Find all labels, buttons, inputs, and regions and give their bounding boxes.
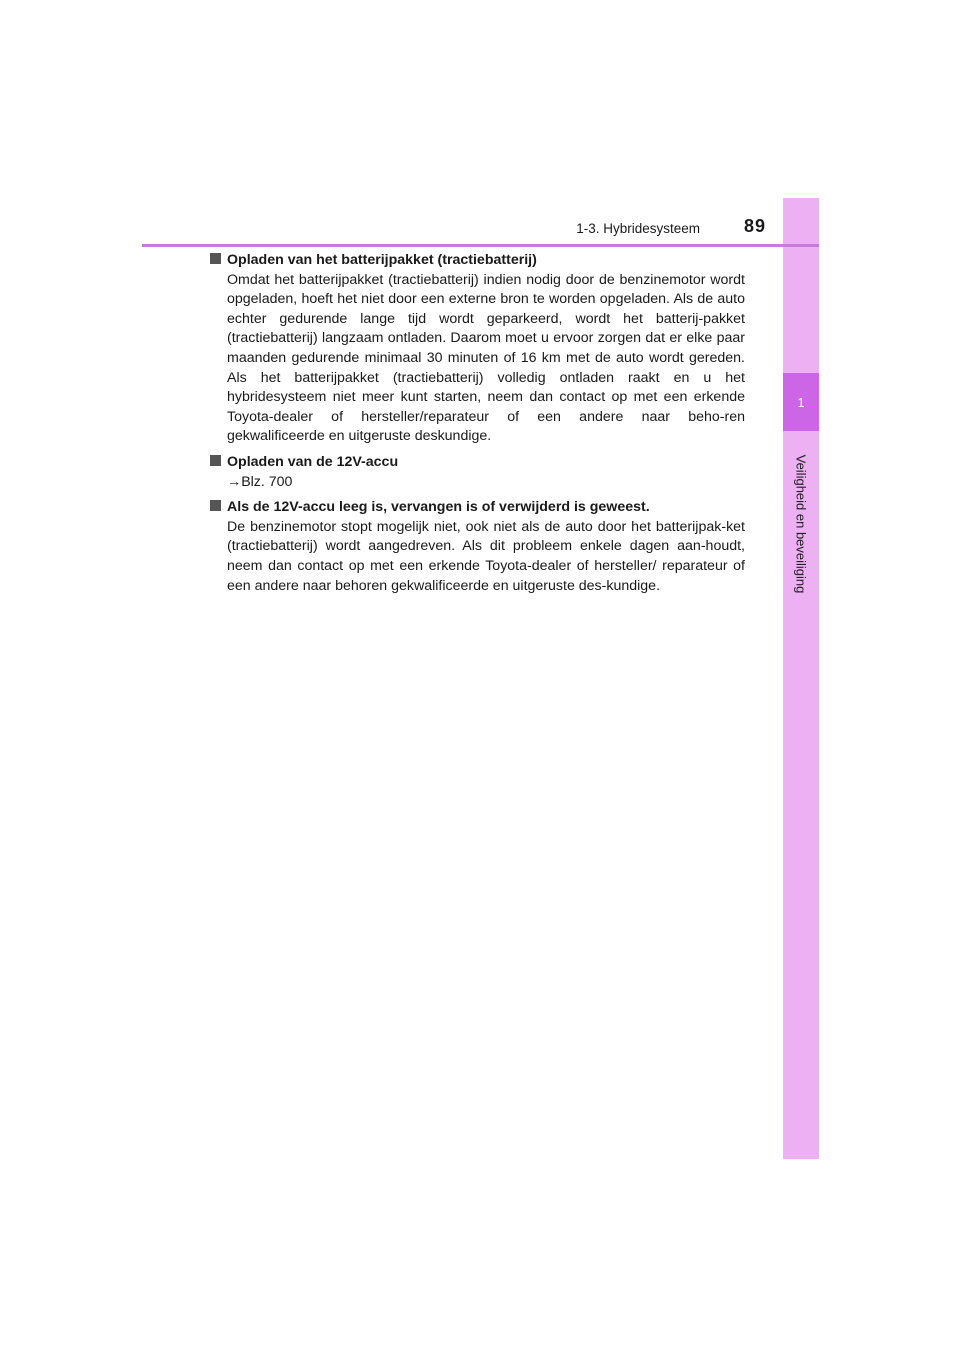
item-battery-pack xyxy=(210,251,745,447)
item-12v-empty xyxy=(210,498,745,596)
page-reference-link[interactable]: →Blz. 700 xyxy=(227,473,293,490)
header-rule xyxy=(142,244,819,247)
item-heading: Als de 12V-accu leeg is, vervangen is of verwijderd is geweest. xyxy=(227,499,650,516)
chapter-side-tab xyxy=(783,198,819,1159)
page-number: 89 xyxy=(743,216,766,236)
chapter-title: Veiligheid en beveiliging xyxy=(793,454,809,594)
section-title: 1-3. Hybridesysteem xyxy=(576,221,700,236)
square-bullet-icon xyxy=(210,253,221,264)
item-body: Omdat het batterijpakket (tractiebatterij) indien nodig door de benzinemotor wordt opgeladen, hoeft het niet door een externe bron te worden opgeladen. Als de auto echter gedurende lange tijd wordt geparkeerd, wordt het batterij-pakket (tractiebatterij) langzaam ontladen. Daarom moet u ervoor zorgen dat er elke paar maanden gedurende minimaal 30 minuten of 16 km met de auto wordt gereden. Als het batterijpakket (tractiebatterij) volledig ontladen raakt en u het hybridesysteem niet meer kunt starten, neem dan contact op met een erkende Toyota-dealer of hersteller/reparateur of een andere naar beho-ren gekwalificeerde en uitgeruste deskundige. xyxy=(227,271,745,445)
item-12v-charging xyxy=(210,453,745,492)
square-bullet-icon xyxy=(210,455,221,466)
item-heading: Opladen van het batterijpakket (tractiebatterij) xyxy=(227,252,537,268)
item-body: De benzinemotor stopt mogelijk niet, ook niet als de auto door het batterijpak-ket (tractiebatterij) wordt aangedreven. Als dit probleem enkele dagen aan-houdt, neem dan contact op met een erkende Toyota-dealer of hersteller/ reparateur of een andere naar behoren gekwalificeerde en uitgeruste des-kundige. xyxy=(227,518,745,594)
item-heading: Opladen van de 12V-accu xyxy=(227,453,399,470)
page-content xyxy=(210,251,745,602)
square-bullet-icon xyxy=(210,500,221,511)
chapter-number: 1 xyxy=(797,394,805,410)
